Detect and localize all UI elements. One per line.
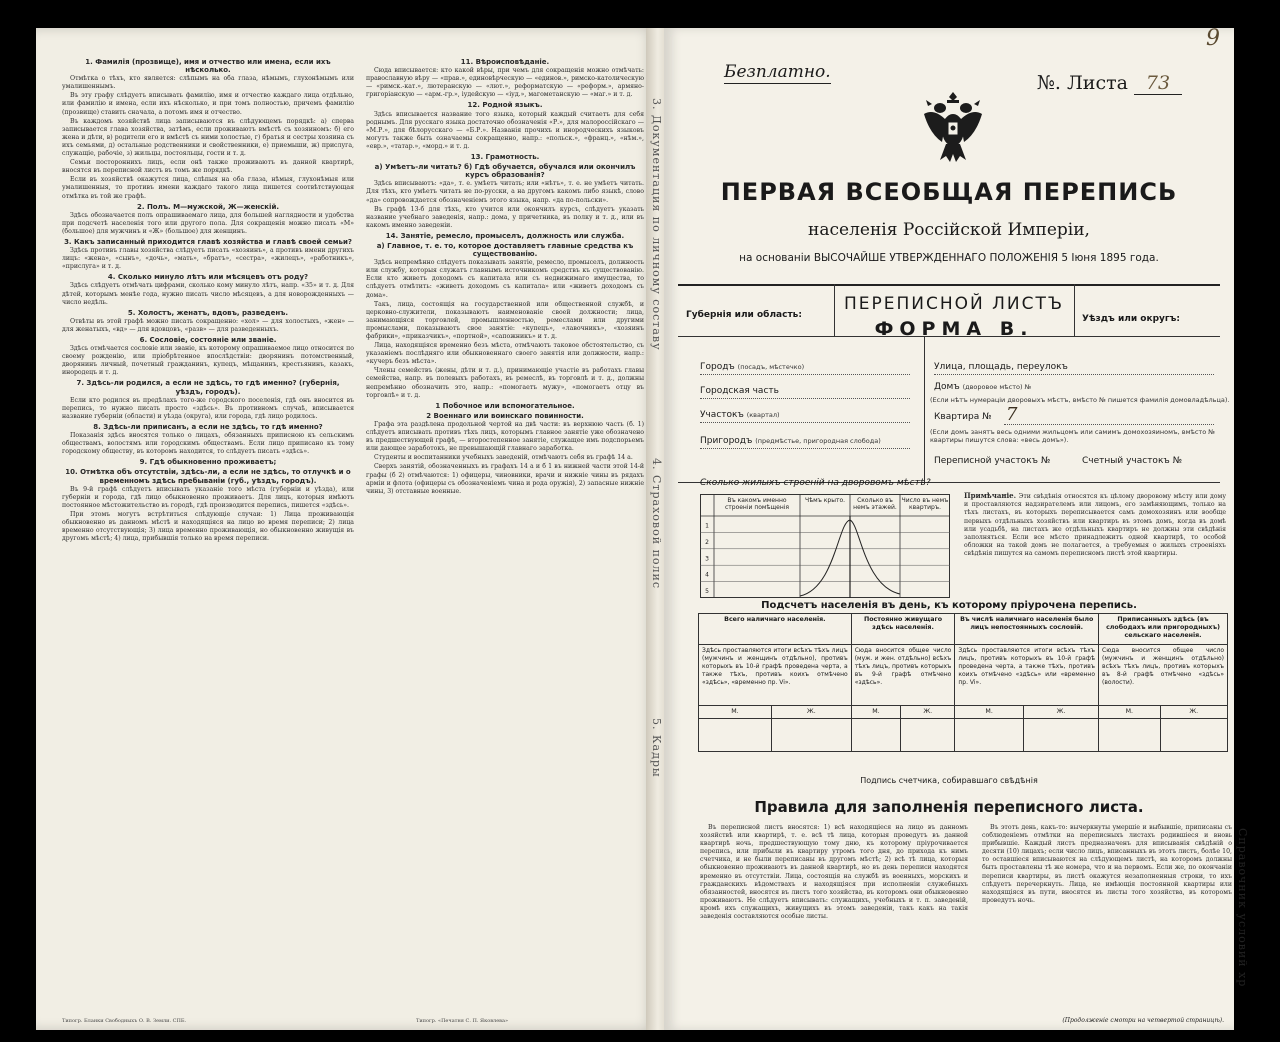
field-city-part-label: Городская часть: [700, 386, 779, 396]
instruction-paragraph: Здѣсь вписывается название того языка, который каждый считаетъ для себя роднымъ. Для русскаго языка достаточно обозначенія «Р.», для малороссійскаго — «М.Р.», для бѣлорусскаго — «Б.Р.». Названія прочихъ и инородческихъ языковъ могутъ также быть означаемы сокращенно, напр.: «польск.», «франц.», «нѣм.», «евр.», «татар.», «морд.» и т. д.: [366, 110, 644, 150]
count-female-2: Ж.: [901, 706, 955, 719]
instruction-heading: 2. Полъ. М—мужской, Ж—женскій.: [136, 202, 280, 211]
instruction-paragraph: Здѣсь обозначается полъ опрашиваемаго лица, для большей наглядности и удобства при подсчетѣ населенія того или другого пола. Для сокращенія можно писать «М» (большое) для мужчинъ и «Ж» (большое) для женщинъ.: [62, 211, 354, 235]
count-cell: [1099, 719, 1161, 752]
buildings-table-header: Чѣмъ крыто.: [804, 497, 846, 504]
field-house-label: Домъ: [934, 382, 960, 392]
address-divider: [924, 336, 925, 482]
instruction-heading: 10. Отмѣтка объ отсутствіи, здѣсь-ли, а если не здѣсь, то отлучкѣ и о временномъ здѣсь пребываніи (губ., уѣздъ, городъ).: [65, 468, 351, 485]
instruction-heading: 6. Сословіе, состояніе или званіе.: [139, 336, 277, 344]
field-district-line: [700, 422, 910, 423]
field-city-part-line: [700, 398, 910, 399]
buildings-table-row-number: 4: [705, 571, 709, 579]
field-apartment-label: Квартира №: [934, 412, 992, 422]
printer-note-left: Типогр. Бланки Свободныхъ О. В. Земли. СПБ.: [62, 1018, 187, 1024]
instruction-paragraph: Отвѣты въ этой графѣ можно писать сокращенно: «хол» — для холостыхъ, «жен» — для женатыхъ, «вд» — для вдовцовъ, «разв» — для разведенныхъ.: [62, 317, 354, 333]
buildings-table-header: Въ какомъ именно: [727, 497, 787, 504]
field-house-hint: (дворовое мѣсто) №: [962, 383, 1032, 391]
instruction-heading: а) Главное, т. е. то, которое доставляетъ главные средства къ существованію.: [376, 241, 634, 259]
buildings-table-header: Число въ немъ: [901, 497, 949, 504]
count-col-2-title: Постоянно живущаго здѣсь населенія.: [851, 614, 955, 645]
field-street: [934, 362, 1068, 372]
count-male-2: М.: [851, 706, 900, 719]
form-title: ПЕРЕПИСНОЙ ЛИСТЪ: [843, 294, 1065, 314]
instruction-heading: 8. Здѣсь-ли приписанъ, а если не здѣсь, то гдѣ именно?: [93, 422, 323, 431]
sheet-number: [1037, 72, 1182, 95]
field-apartment-value: 7: [1006, 404, 1018, 425]
count-cell: [1023, 719, 1098, 752]
field-city-hint: (посадъ, мѣстечко): [737, 363, 805, 371]
instruction-heading: 11. Вѣроисповѣданіе.: [460, 58, 550, 66]
instruction-paragraph: Въ графѣ 13-б для тѣхъ, кто учится или окончилъ курсъ, слѣдуетъ указать название учебнаго заведенія, напр.: дома, у причетника, въ полку и т. д., или въ какомъ именно заведеніи.: [366, 205, 644, 229]
field-street-label: Улица, площадь, переулокъ: [934, 362, 1068, 372]
remark-note: [964, 492, 1226, 559]
field-street-line: [934, 374, 1214, 375]
field-city: [700, 362, 804, 372]
spine-label-personnel: 5. Кадры: [650, 718, 663, 778]
rules-text-2: Въ этотъ день, какъ-то: вычеркнуты умершіе и выбывшіе, приписаны съ соблюденіемъ отмѣтки на переписныхъ листахъ родившіеся и вновь прибывшіе. Каждый листъ предназначенъ для вписыванія свѣдѣній о десяти (10) лицахъ; если число лицъ, вписанныхъ въ этотъ листъ, болѣе 10, то оставшіеся вписываются на слѣдующемъ листѣ, на которомъ должны быть проставлены тѣ же номера, что и на первомъ. Если же, по окончаніи переписи квартиры, въ листѣ окажутся незаполненныя строки, то ихъ слѣдуетъ перечеркнуть. Лица, не имѣющія постоянной квартиры или находящіяся въ пути, вносятся въ листы того хозяйства, въ которомъ проведутъ ночь.: [982, 824, 1232, 904]
instruction-paragraph: Показанія здѣсь вносятся только о лицахъ, обязанныхъ приписною къ сельскимъ обществамъ, волостямъ или городскимъ обществамъ. Если лицо приписано къ тому городскому обществу, въ которомъ находится, то слѣдуетъ писать «здѣсь».: [62, 432, 354, 456]
instructions-column-1: [62, 56, 354, 1016]
remark-text: Эти свѣдѣнія относятся къ цѣлому дворовому мѣсту или дому и проставляются надзирателемъ или лицомъ, его замѣняющимъ, только на тѣхъ листахъ, въ которыхъ переписывается самъ домохозяинъ или вообще первыхъ отдѣльныхъ хозяйствъ или квартиръ въ этомъ домъ, когда въ домѣ или усадьбѣ, на листахъ же отдѣльныхъ квартиръ не должны эти свѣдѣнія заполняться. Если все мѣсто принадлежитъ одной квартирѣ, то особой обложки на такой домъ не полагается, а требуемыя о жилыхъ строеніяхъ свѣдѣнія пишутся на самомъ переписномъ листѣ этой квартиры.: [964, 493, 1226, 558]
sheet-number-label: №. Листа: [1036, 72, 1128, 94]
field-apartment: [934, 412, 991, 422]
buildings-table: [700, 494, 950, 598]
field-suburb-line: [700, 448, 910, 449]
instruction-paragraph: Здѣсь вписываютъ: «да», т. е. умѣетъ читать; или «нѣтъ», т. е. не умѣетъ читать. Для тѣхъ, кто умѣетъ читать не по-русски, а на другомъ какомъ либо языкѣ, слово «да» сопровождается обозначеніемъ этого языка, напр. «да по-польски».: [366, 180, 644, 204]
field-district-label: Участокъ: [700, 410, 744, 420]
census-main-title: ПЕРВАЯ ВСЕОБЩАЯ ПЕРЕПИСЬ: [720, 178, 1178, 206]
district-label: Уѣздъ или округъ:: [1082, 314, 1180, 324]
buildings-table-header: квартиръ.: [909, 504, 941, 511]
instruction-heading: 4. Сколько минуло лѣтъ или мѣсяцевъ отъ роду?: [107, 273, 309, 282]
buildings-table-row-number: 1: [705, 522, 709, 530]
field-district: [700, 410, 780, 420]
rules-text-1: Въ переписной листъ вносятся: 1) всѣ находящіеся на лицо въ данномъ хозяйствѣ или квартирѣ, т. е. всѣ тѣ лица, которыя проведутъ въ данной квартирѣ ночь, предшествующую тому дню, къ которому пріурочивается перепись, или прибыли въ квартиру утромъ того дня, до прихода къ нимъ счетчика, и не были переписаны въ другомъ мѣстѣ; 2) всѣ тѣ лица, которыя обыкновенно проживаютъ въ данной квартирѣ, но въ день переписи находятся временно въ отсутствіи. Лица, состоящія на службѣ въ военныхъ, морскихъ и гражданскихъ вѣдомствахъ и находящіяся при исполненіи служебныхъ обязанностей, вносятся въ листъ того хозяйства, въ которомъ они обыкновенно проживаютъ. Не слѣдуетъ вписывать: служащихъ, учебныхъ и т. п. заведеній, кромѣ ихъ служащихъ, живущихъ въ этомъ заведеніи, такъ какъ на такія заведенія составляются особые листы.: [700, 824, 968, 921]
instruction-paragraph: Семьи постороннихъ лицъ, если онѣ также проживаютъ въ данной квартирѣ, вносятся въ переписной листъ въ томъ же порядкѣ.: [62, 159, 354, 175]
instruction-paragraph: Здѣсь слѣдуетъ отмѣчать цифрами, сколько кому минуло лѣтъ, напр. «35» и т. д. Для дѣтей, которымъ менѣе года, нужно писать число мѣсяцевъ, а для новорожденныхъ — число недѣль.: [62, 282, 354, 306]
buildings-table-header: немъ этажей.: [853, 504, 897, 511]
count-male-1: М.: [699, 706, 772, 719]
province-label: Губернія или область:: [686, 310, 802, 320]
instruction-paragraph: Здѣсь непремѣнно слѣдуетъ показывать занятіе, ремесло, промыселъ, должность или службу, которыя служатъ главнымъ источникомъ средствъ къ существованію. Если кто живетъ доходомъ съ капитала или съ недвижимаго имущества, то слѣдуетъ отмѣтить: «живетъ доходомъ съ капитала» или «живетъ доходомъ съ дома».: [366, 259, 644, 299]
field-suburb: [700, 436, 881, 446]
count-female-3: Ж.: [1023, 706, 1098, 719]
field-city-part: [700, 386, 779, 396]
instruction-heading: 1 Побочное или вспомогательное.: [435, 401, 575, 410]
count-cell: [771, 719, 851, 752]
buildings-table-header: Сколько въ: [857, 497, 893, 504]
count-cell: [1160, 719, 1227, 752]
rules-column-2: [982, 824, 1232, 1024]
double-headed-eagle-icon: [918, 86, 988, 166]
header-frame-divider-right: [1074, 284, 1075, 336]
field-house: [934, 382, 1031, 392]
buildings-question: Сколько жилыхъ строеній на дворовомъ мѣстѣ?: [700, 478, 931, 488]
printer-note-right: Типогр. «Печатня С. П. Яковлева»: [416, 1018, 509, 1024]
field-census-section: [934, 456, 1050, 466]
rules-column-1: [700, 824, 968, 1024]
field-suburb-hint: (предмѣстье, пригородная слобода): [755, 437, 881, 445]
buildings-table-row-number: 5: [705, 588, 709, 596]
left-page-instructions: [36, 28, 656, 1030]
archive-page-number: 9: [1206, 28, 1220, 51]
right-page-census-form: [664, 28, 1234, 1030]
instruction-heading: 5. Холостъ, женатъ, вдовъ, разведенъ.: [127, 308, 289, 317]
count-cell: [955, 719, 1024, 752]
instruction-heading: 1. Фамилія (прозвище), имя и отчество или имена, если ихъ нѣсколько.: [85, 58, 331, 75]
spine-label-documentation: 3. Документация по личному составу: [650, 98, 663, 351]
count-col-4-title: Приписанныхъ здѣсь (въ слободахъ или пригородныхъ) сельскаго населенія.: [1099, 614, 1228, 645]
count-col-3-title: Въ числѣ наличнаго населенія было лицъ непостоянныхъ сословій.: [955, 614, 1099, 645]
counter-signature-label: Подпись счетчика, собиравшаго свѣдѣнія: [860, 776, 1038, 785]
census-subtitle: населенія Россійской Имперіи,: [808, 220, 1090, 240]
instruction-paragraph: Здѣсь противъ главы хозяйства слѣдуетъ писать «хозяинъ», а противъ имени другихъ лицъ: «жена», «сынъ», «дочь», «мать», «братъ», «сестра», «жилецъ», «работникъ», «прислуга» и т. д.: [62, 247, 354, 271]
field-counting-section-label: Счетный участокъ №: [1082, 456, 1182, 466]
remark-title: Примѣчаніе.: [964, 491, 1017, 500]
spine-label-insurance: 4. Страховой полис: [650, 458, 663, 589]
instruction-paragraph: Графа эта раздѣлена продольной чертой на двѣ части: въ верхнюю часть (б. 1) слѣдуетъ вписывать противъ тѣхъ лицъ, которымъ главное занятіе уже обозначено въ предшествующей графѣ, — второстепенное занятіе, служащее имъ подспорьемъ или дающее заработокъ, не превышающій главнаго заработка.: [366, 420, 644, 453]
instruction-heading: 12. Родной языкъ.: [467, 101, 543, 110]
sheet-number-value: 73: [1134, 72, 1182, 95]
count-cell: [901, 719, 955, 752]
instruction-heading: а) Умѣетъ-ли читать? б) Гдѣ обучается, обучался или окончилъ курсъ образованія?: [374, 163, 636, 180]
field-district-hint: (квартал): [746, 411, 780, 419]
instruction-paragraph: Въ 9-й графѣ слѣдуетъ вписывать указаніе того мѣста (губерніи и уѣзда), или губерніи и города, гдѣ лицо обыкновенно проживаетъ. Для лицъ, которыя имѣютъ постоянное мѣстожительство въ городѣ, гдѣ производится перепись, пишется «здѣсь».: [62, 485, 354, 509]
instruction-paragraph: Такъ, лица, состоящія на государственной или общественной службѣ, и церковно-служители, показываютъ наименованіе своей должности; лица, занимающіяся торговлей, промышленностью, ремеслами или другими промыслами, показываютъ свое занятіе: «купецъ», «лавочникъ», «хозяинъ фабрики», «приказчикъ», «портной», «сапожникъ» и т. д.: [366, 300, 644, 340]
buildings-table-row-number: 2: [705, 538, 709, 546]
population-count-table: [698, 613, 1228, 752]
instruction-heading: 9. Гдѣ обыкновенно проживаетъ;: [139, 458, 277, 467]
field-suburb-label: Пригородъ: [700, 436, 753, 446]
count-col-1-title: Всего наличнаго населенія.: [699, 614, 852, 645]
scan-area: [14, 28, 1249, 1030]
rules-title: Правила для заполненія переписного листа.: [754, 798, 1144, 816]
count-col-3-desc: Здѣсь проставляются итоги всѣхъ тѣхъ лицъ, противъ которыхъ въ 10-й графѣ проведена черта, а также тѣхъ, противъ коихъ отмѣчено «здѣсь» или «временно пр. Vi».: [955, 645, 1099, 706]
field-city-line: [700, 374, 910, 375]
instruction-paragraph: Въ эту графу слѣдуетъ вписывать фамилію, имя и отчество каждаго лица отдѣльно, или фамилію и имена, если ихъ нѣсколько, и при томъ полностью, причемъ фамилію (прозвище) ставить сначала, а потомъ имя и отчество.: [62, 92, 354, 116]
instruction-heading: 13. Грамотность.: [470, 153, 540, 162]
instruction-heading: 7. Здѣсь-ли родился, а если не здѣсь, то гдѣ именно? (губернія, уѣздъ, городъ).: [76, 379, 340, 396]
count-cell: [699, 719, 772, 752]
count-female-1: Ж.: [771, 706, 851, 719]
spine-label-reference: Справочник условий хр: [1236, 828, 1249, 988]
instruction-paragraph: Сверхъ занятій, обозначенныхъ въ графахъ 14 а и б 1 въ нижней части этой 14-й графы (б 2) отмѣчаются: 1) офицеры, чиновники, врачи и нижніе чины въ рядахъ арміи и флота (офицеры съ обозначеніемъ чина и рода оружія), 2) запасные нижніе чины, 3) отставные военные.: [366, 463, 644, 495]
buildings-table-header: строеніи помѣщенія: [724, 504, 790, 511]
instruction-paragraph: Здѣсь отмѣчается сословіе или званіе, къ которому опрашиваемое лицо относится по своему рожденію, или пріобрѣтенное впослѣдствіи: дворянинъ потомственный, дворянинъ личный, почетный гражданинъ, купецъ, мѣщанинъ, крестьянинъ, казакъ, инородецъ и т. д.: [62, 345, 354, 377]
count-cell: [851, 719, 900, 752]
instruction-heading: 2 Военнаго или воинскаго повинности.: [426, 411, 584, 420]
instruction-paragraph: При этомъ могутъ встрѣтиться слѣдующіе случаи: 1) Лица проживающія обыкновенно въ данномъ мѣстѣ и находящіяся на лицо во время переписи; 2) лица временно отсутствующія; 3) лица временно проживающія, но обыкновенно живущія въ другомъ мѣстѣ; 4) лица, прибывшія только на время переписи.: [62, 510, 354, 543]
free-label: Безплатно.: [724, 62, 831, 82]
field-apartment-note: (Если домъ занятъ весь одними жильцомъ или самимъ домохозяиномъ, вмѣсто № квартиры пишутся слова: «весь домъ»).: [930, 428, 1216, 444]
instructions-column-2: [366, 56, 644, 1016]
instruction-heading: 14. Занятіе, ремесло, промыселъ, должность или служба.: [385, 231, 625, 240]
instruction-heading: 3. Какъ записанный приходится главѣ хозяйства и главѣ своей семьи?: [64, 237, 352, 246]
instruction-paragraph: Отмѣтка о тѣхъ, кто является: слѣпымъ на оба глаза, нѣмымъ, глухонѣмымъ или умалишеннымъ.: [62, 75, 354, 91]
form-letter: ФОРМА В.: [874, 318, 1034, 340]
count-col-2-desc: Сюда вносится общее число (муж. и жен. отдѣльно) всѣхъ тѣхъ лицъ, противъ которыхъ въ 9-й графѣ отмѣчено «здѣсь».: [851, 645, 955, 706]
count-male-3: М.: [955, 706, 1024, 719]
instruction-paragraph: Члены семействъ (жены, дѣти и т. д.), принимающіе участіе въ работахъ главы семейства, напр. въ полевыхъ работахъ, въ ремеслѣ, въ торговлѣ и т. д., должны непремѣнно обозначить это, напр.: «помогаетъ мужу», «помогаетъ отцу въ торговлѣ» и т. д.: [366, 367, 644, 399]
count-col-1-desc: Здѣсь проставляются итоги всѣхъ тѣхъ лицъ (мужчинъ и женщинъ отдѣльно), противъ которыхъ въ 10-й графѣ проведена черта, а также тѣхъ, противъ коихъ отмѣчено «здѣсь», «временно пр. Vi».: [699, 645, 852, 706]
instruction-paragraph: Сюда вписывается: кто какой вѣры, при чемъ для сокращенія можно отмѣчать: православную вѣру — «прав.», единовѣрческую — «единов.», римско-католическую — «римск.-кат.», лютеранскую — «лют.», реформатскую — «реформ.», армяно-григоріанскую — «арм.-гр.», іудейскую — «іуд.», магометанскую — «маг.» и т. д.: [366, 67, 644, 99]
field-census-section-label: Переписной участокъ №: [934, 456, 1051, 466]
instruction-paragraph: Если въ хозяйствѣ окажутся лица, слѣпыя на оба глаза, нѣмыя, глухонѣмыя или умалишенныя, то противъ имени каждаго такого лица пишется соотвѣтствующая отмѣтка въ той же графѣ.: [62, 176, 354, 200]
instruction-paragraph: Если кто родился въ предѣлахъ того-же городского поселенія, гдѣ онъ вносится въ перепись, то нужно писать просто «здѣсь». Въ противномъ случаѣ, вписывается название губерніи (области) и уѣзда (округа), или города, гдѣ лицо родилось.: [62, 396, 354, 420]
field-city-label: Городъ: [700, 362, 735, 372]
instruction-paragraph: Лица, находящіяся временно безъ мѣста, отмѣчаютъ таковое обстоятельство, съ указаніемъ послѣдняго или обыкновеннаго своего занятія или должности, напр.: «кучеръ безъ мѣста».: [366, 342, 644, 366]
continuation-note: (Продолженіе смотри на четвертой страницѣ).: [1062, 1017, 1224, 1024]
header-frame-top: [678, 284, 1220, 286]
instruction-paragraph: Студенты и воспитанники учебныхъ заведеній, отмѣчаютъ себя въ графѣ 14 а.: [374, 454, 633, 462]
population-count-title: Подсчетъ населенія въ день, къ которому пріурочена перепись.: [761, 600, 1137, 611]
buildings-table-row-number: 3: [705, 555, 709, 563]
field-house-note: (Если нѣтъ нумераціи дворовыхъ мѣстъ, вмѣсто № пишется фамилія домовладѣльца).: [930, 396, 1230, 404]
count-female-4: Ж.: [1160, 706, 1227, 719]
count-male-4: М.: [1099, 706, 1161, 719]
count-col-4-desc: Сюда вносится общее число (мужчинъ и женщинъ отдѣльно) всѣхъ тѣхъ лицъ, противъ которыхъ въ 8-й графѣ отмѣчено «здѣсь» (волости).: [1099, 645, 1228, 706]
field-counting-section: [1082, 456, 1182, 466]
field-apartment-line: [1004, 424, 1214, 425]
census-legal-basis: на основаніи ВЫСОЧАЙШЕ УТВЕРЖДЕННАГО ПОЛОЖЕНІЯ 5 Іюня 1895 года.: [739, 252, 1159, 264]
instruction-paragraph: Въ каждомъ хозяйствѣ лица записываются въ слѣдующемъ порядкѣ: а) сперва записывается глава хозяйства, затѣмъ, если проживаютъ вмѣстѣ съ хозяиномъ: б) его жена и дѣти, в) родители его и вмѣстѣ съ ними холостые, г) братья и сестры хозяина съ ихъ семьями, д) остальные родственники и свойственники, е) приемыши, ж) прислуга, служащіе, рабочіе, з) жильцы, постояльцы, гости и т. д.: [62, 117, 354, 158]
